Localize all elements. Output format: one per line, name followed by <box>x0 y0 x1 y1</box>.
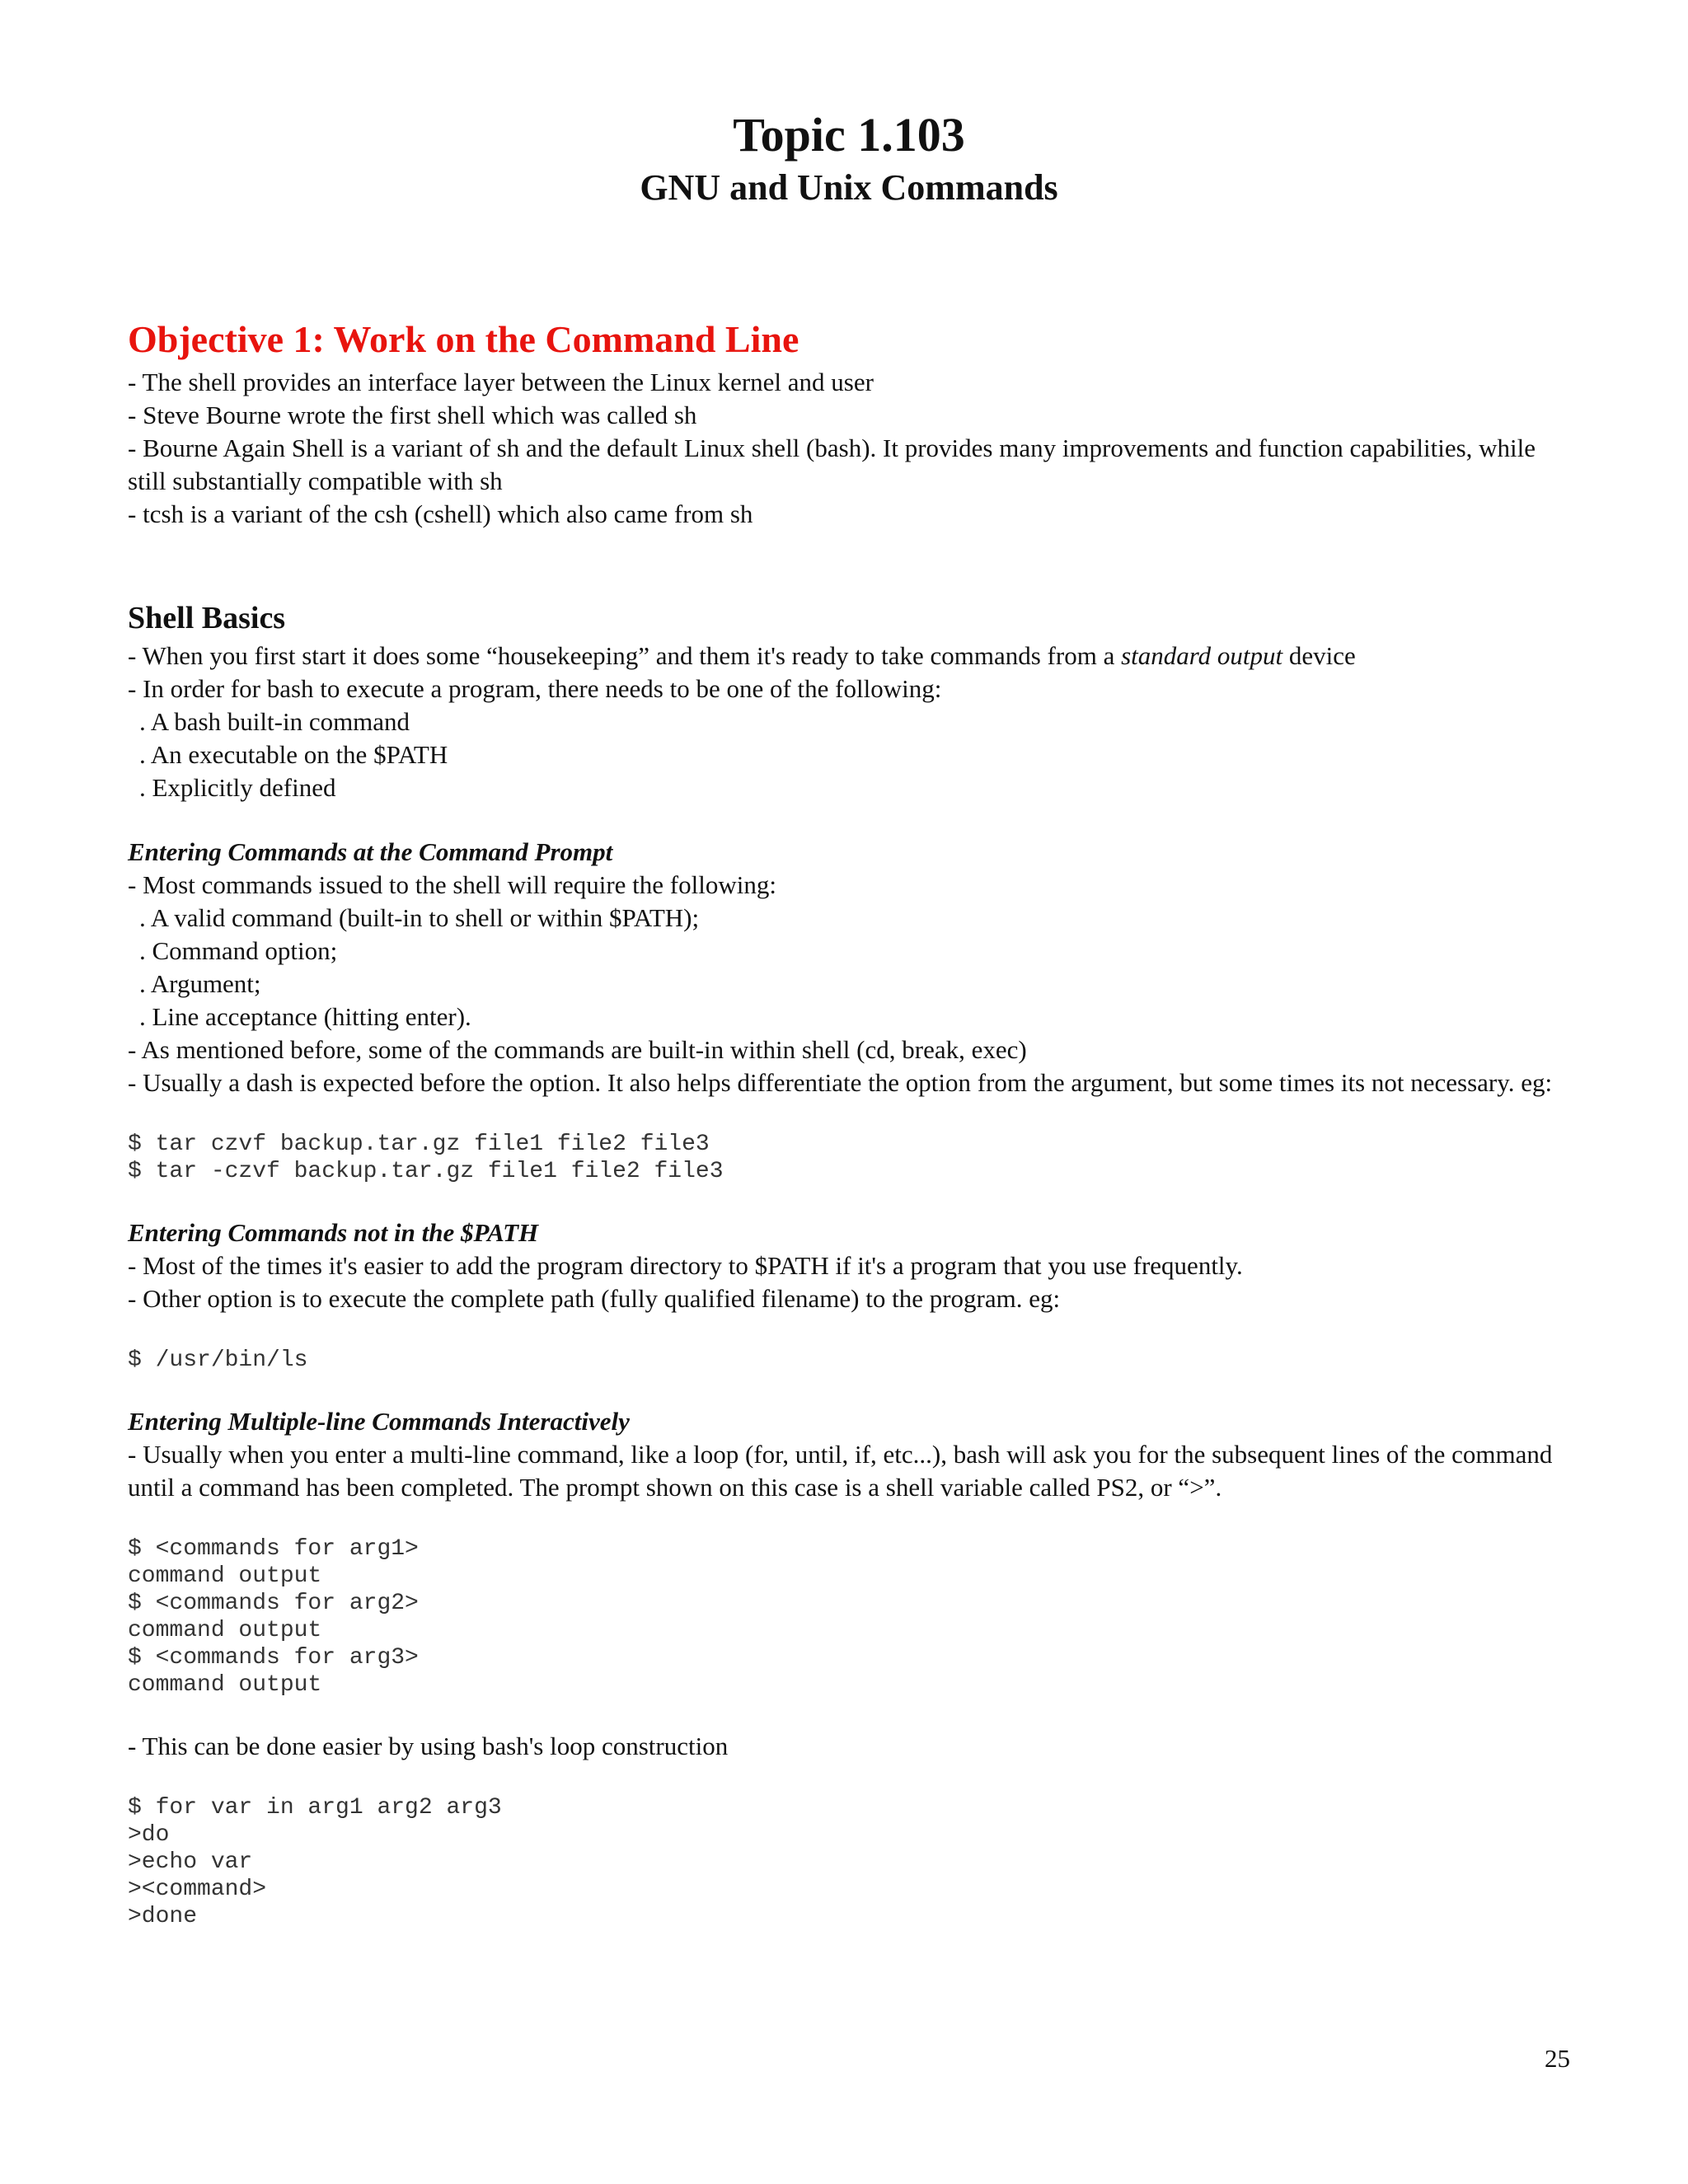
entering-prompt-line: - Usually a dash is expected before the option. It also helps differentiate the option from the argument, but some times its not necessary. eg: <box>128 1068 1553 1097</box>
not-in-path-heading: Entering Commands not in the $PATH <box>128 1218 539 1247</box>
not-in-path-line: - Most of the times it's easier to add the program directory to $PATH if it's a program that you use frequently. <box>128 1251 1243 1280</box>
list-item: . Command option; <box>139 936 338 965</box>
shell-basics-heading: Shell Basics <box>128 601 286 635</box>
page-title: Topic 1.103 <box>733 108 965 162</box>
page-number: 25 <box>1545 2044 1570 2073</box>
not-in-path-line: - Other option is to execute the complete path (fully qualified filename) to the program. eg: <box>128 1284 1061 1313</box>
code-block-path: $ /usr/bin/ls <box>128 1347 308 1373</box>
page-subtitle: GNU and Unix Commands <box>640 167 1058 208</box>
entering-prompt-line: - As mentioned before, some of the commands are built-in within shell (cd, break, exec) <box>128 1035 1027 1064</box>
text-run: device <box>1282 641 1356 670</box>
code-block-loop: $ for var in arg1 arg2 arg3 >do >echo var ><command> >done <box>128 1795 502 1929</box>
multiline-line: - Usually when you enter a multi-line command, like a loop (for, until, if, etc...), bash will ask you for the subsequent lines of the command until a command has been completed. The prompt shown on this case is a shell variable called PS2, or “>”. <box>128 1440 1553 1502</box>
shell-basics-line <box>128 640 1570 673</box>
entering-prompt-line: - Most commands issued to the shell will require the following: <box>128 870 776 899</box>
entering-prompt-heading: Entering Commands at the Command Prompt <box>128 837 613 866</box>
objective-line: - tcsh is a variant of the csh (cshell) which also came from sh <box>128 499 753 528</box>
list-item: . Line acceptance (hitting enter). <box>139 1002 471 1031</box>
document-body <box>128 313 1570 1930</box>
list-item: . Explicitly defined <box>139 773 336 802</box>
list-item: . An executable on the $PATH <box>139 740 448 769</box>
multiline-heading: Entering Multiple-line Commands Interactively <box>128 1407 630 1436</box>
objective-line: - Steve Bourne wrote the first shell which was called sh <box>128 401 697 429</box>
code-block-tar: $ tar czvf backup.tar.gz file1 file2 file3 $ tar -czvf backup.tar.gz file1 file2 file3 <box>128 1132 724 1184</box>
objective-line: - Bourne Again Shell is a variant of sh and the default Linux shell (bash). It provides many improvements and function capabilities, while still substantially compatible with sh <box>128 434 1536 495</box>
list-item: . Argument; <box>139 969 261 998</box>
objective-line: - The shell provides an interface layer between the Linux kernel and user <box>128 368 874 396</box>
objective-heading: Objective 1: Work on the Command Line <box>128 318 799 360</box>
document-page <box>128 0 1570 2184</box>
multiline-line: - This can be done easier by using bash's loop construction <box>128 1732 729 1760</box>
shell-basics-line: - In order for bash to execute a program, there needs to be one of the following: <box>128 674 942 703</box>
code-block-commands: $ <commands for arg1> command output $ <commands for arg2> command output $ <commands for arg3> command output <box>128 1536 419 1698</box>
list-item: . A bash built-in command <box>139 707 410 736</box>
emphasized-text: standard output <box>1121 641 1283 670</box>
text-run: - When you first start it does some “housekeeping” and them it's ready to take commands from a <box>128 641 1122 670</box>
list-item: . A valid command (built-in to shell or within $PATH); <box>139 903 700 932</box>
